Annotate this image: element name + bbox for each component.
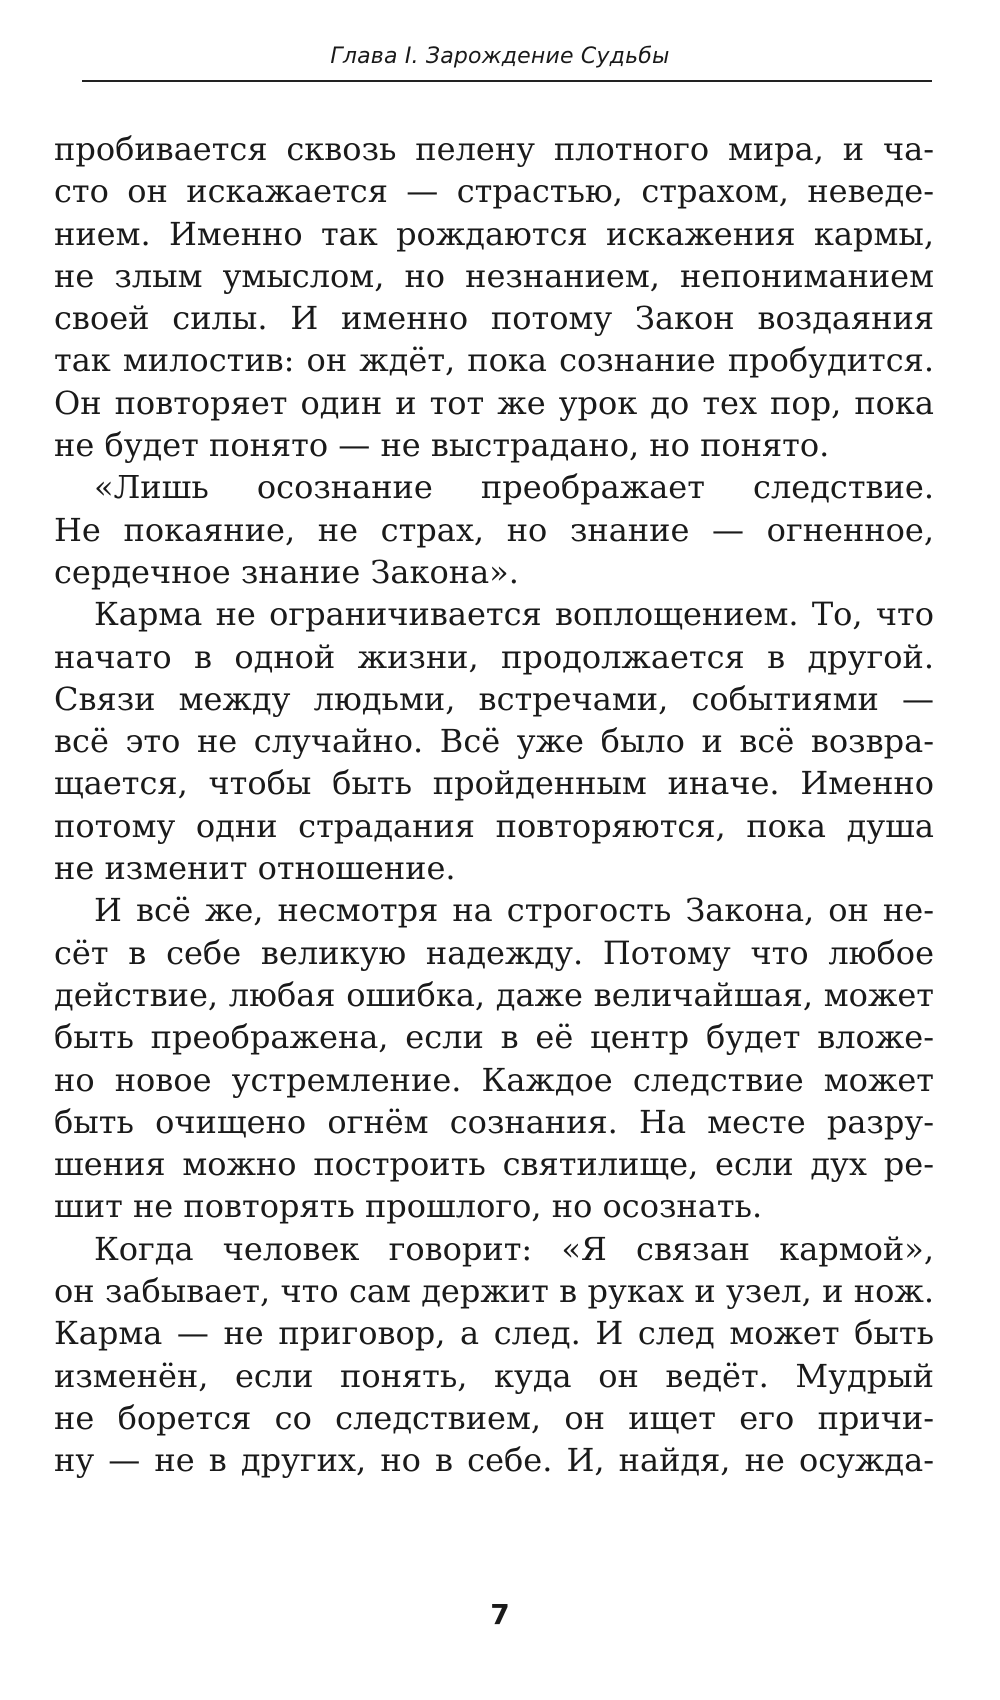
text-line: своей силы. И именно потому Закон воздаяния [54, 299, 934, 338]
text-line: шения можно построить святилище, если дух ре- [54, 1145, 934, 1184]
text-line: не изменит отношение. [54, 849, 456, 888]
text-line: Карма не ограничивается воплощением. То, что [94, 595, 934, 634]
page-number: 7 [490, 1598, 510, 1631]
text-line: «Лишь осознание преображает следствие. [94, 468, 934, 507]
text-line: щается, чтобы быть пройденным иначе. Именно [54, 764, 934, 803]
text-line: Не покаяние, не страх, но знание — огненное, [54, 510, 934, 549]
text-line: быть очищено огнём сознания. На месте разру- [54, 1102, 934, 1141]
text-line: не злым умыслом, но незнанием, непониманием [54, 256, 934, 295]
running-head-title: Глава I. Зарождение Судьбы [330, 44, 670, 69]
body-text [54, 128, 934, 1482]
text-line: шит не повторять прошлого, но осознать. [54, 1187, 763, 1226]
text-line: быть преображена, если в её центр будет вложе- [54, 1018, 934, 1057]
paragraph-1 [54, 128, 934, 466]
text-line: изменён, если понять, куда он ведёт. Мудрый [54, 1356, 934, 1395]
paragraph-2 [54, 466, 934, 593]
text-line: так милостив: он ждёт, пока сознание пробудится. [54, 341, 934, 380]
text-line: он забывает, что сам держит в руках и узел, и нож. [54, 1272, 934, 1311]
text-line: не борется со следствием, он ищет его причи- [54, 1398, 934, 1437]
text-line: ну — не в других, но в себе. И, найдя, не осужда- [54, 1441, 934, 1480]
paragraph-5 [54, 1228, 934, 1482]
text-line: пробивается сквозь пелену плотного мира, и ча- [54, 130, 934, 168]
text-line: начато в одной жизни, продолжается в другой. [54, 637, 934, 676]
text-line: не будет понято — не выстрадано, но понято. [54, 426, 830, 465]
text-line: Когда человек говорит: «Я связан кармой», [94, 1229, 934, 1268]
text-line: потому одни страдания повторяются, пока душа [54, 806, 934, 845]
text-line: Карма — не приговор, а след. И след может быть [54, 1314, 934, 1353]
text-line: нием. Именно так рождаются искажения кармы, [54, 214, 934, 253]
text-line: сто он искажается — страстью, страхом, неведе- [54, 172, 934, 211]
paragraph-3 [54, 593, 934, 889]
text-line: Связи между людьми, встречами, событиями — [54, 679, 934, 718]
text-line: И всё же, несмотря на строгость Закона, он не- [94, 891, 934, 930]
text-line: всё это не случайно. Всё уже было и всё возвра- [54, 722, 934, 761]
text-line: Он повторяет один и тот же урок до тех пор, пока [54, 383, 934, 422]
text-line: сердечное знание Закона». [54, 552, 519, 591]
header-rule [82, 80, 932, 82]
text-line: сёт в себе великую надежду. Потому что любое [54, 933, 934, 972]
text-line: действие, любая ошибка, даже величайшая, может [54, 975, 934, 1014]
paragraph-4 [54, 889, 934, 1227]
text-line: но новое устремление. Каждое следствие может [54, 1060, 934, 1099]
